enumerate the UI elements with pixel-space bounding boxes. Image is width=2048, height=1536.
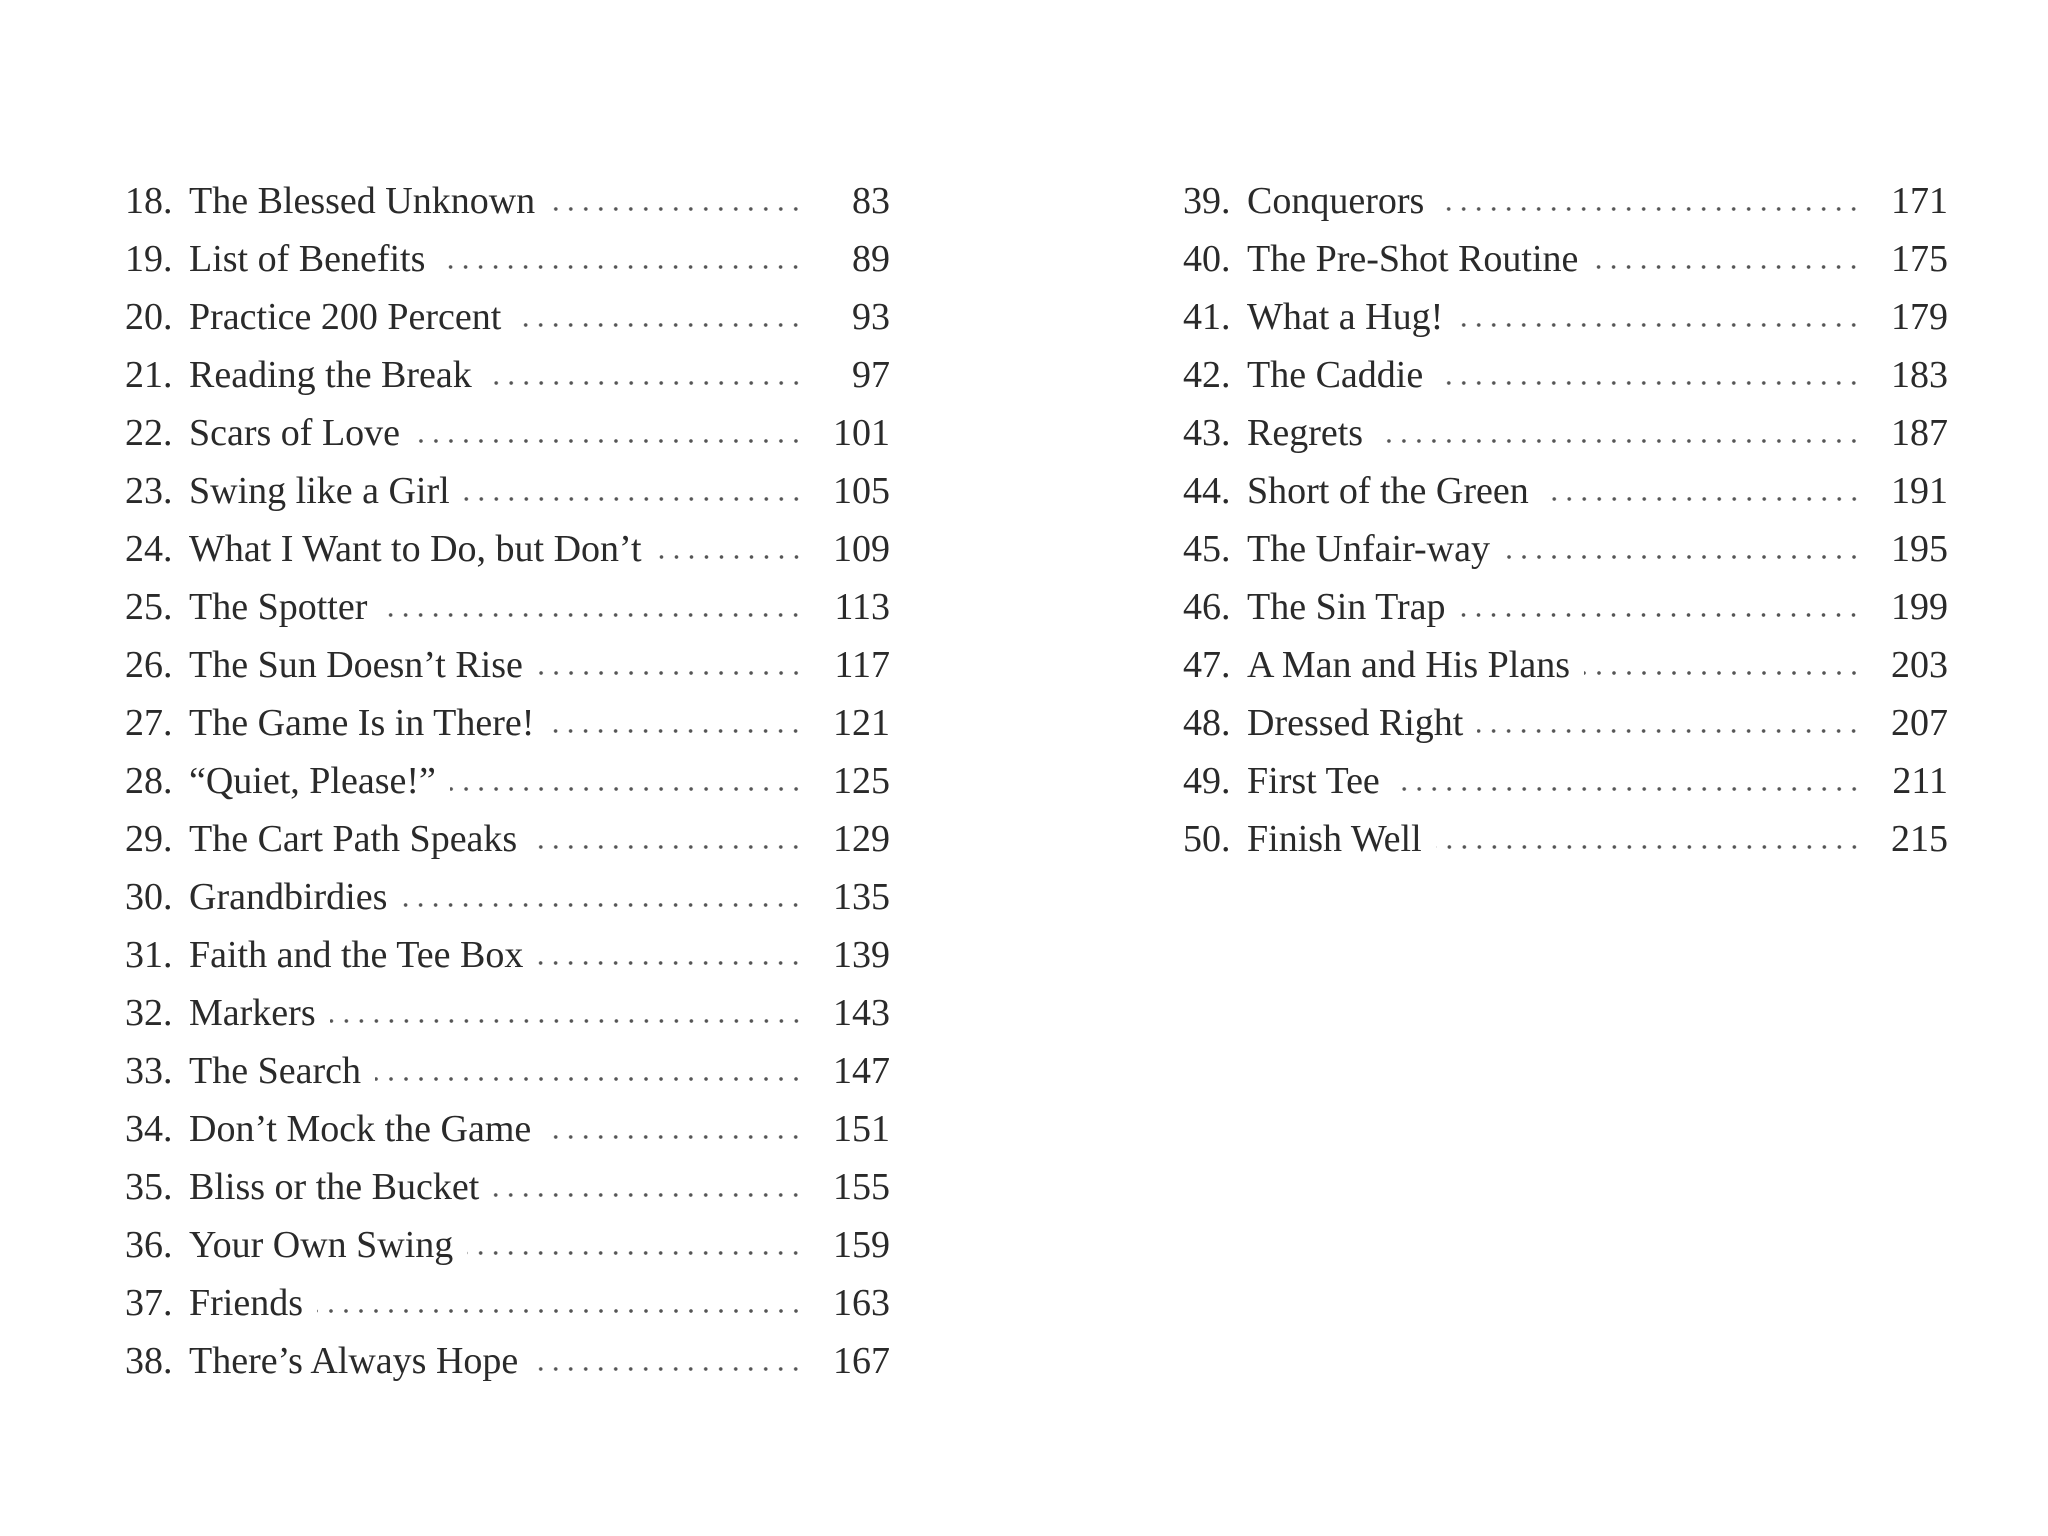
chapter-title: Scars of Love: [189, 412, 401, 454]
chapter-title: The Pre-Shot Routine: [1247, 238, 1579, 280]
page-number: 191: [1891, 470, 1948, 512]
toc-entry[interactable]: [125, 230, 890, 288]
toc-entry[interactable]: [125, 462, 890, 520]
toc-entry[interactable]: [125, 752, 890, 810]
dot-leader: [1436, 845, 1866, 849]
chapter-number: 32.: [125, 992, 173, 1034]
chapter-number: 47.: [1183, 644, 1231, 686]
page-number: 171: [1891, 180, 1948, 222]
page-number: 155: [833, 1166, 890, 1208]
page-number: 207: [1891, 702, 1948, 744]
toc-entry[interactable]: [1183, 694, 1948, 752]
chapter-number: 19.: [125, 238, 173, 280]
dot-leader: [375, 1077, 808, 1081]
toc-entry[interactable]: [125, 1216, 890, 1274]
chapter-number: 46.: [1183, 586, 1231, 628]
dot-leader: [515, 323, 808, 327]
dot-leader: [537, 671, 808, 675]
chapter-number: 37.: [125, 1282, 173, 1324]
page-number: 147: [833, 1050, 890, 1092]
chapter-title: Bliss or the Bucket: [189, 1166, 480, 1208]
dot-leader: [548, 729, 808, 733]
toc-entry[interactable]: [1183, 230, 1948, 288]
chapter-title: Dressed Right: [1247, 702, 1464, 744]
chapter-number: 50.: [1183, 818, 1231, 860]
chapter-number: 49.: [1183, 760, 1231, 802]
chapter-title: The Sun Doesn’t Rise: [189, 644, 523, 686]
chapter-number: 41.: [1183, 296, 1231, 338]
page-number: 151: [833, 1108, 890, 1150]
dot-leader: [1459, 613, 1866, 617]
chapter-title: The Unfair-way: [1247, 528, 1490, 570]
toc-entry[interactable]: [125, 636, 890, 694]
chapter-title: The Sin Trap: [1247, 586, 1446, 628]
toc-entry[interactable]: [1183, 752, 1948, 810]
page-number: 101: [833, 412, 890, 454]
chapter-number: 35.: [125, 1166, 173, 1208]
chapter-title: The Blessed Unknown: [189, 180, 536, 222]
chapter-number: 39.: [1183, 180, 1231, 222]
dot-leader: [1504, 555, 1866, 559]
chapter-title: The Game Is in There!: [189, 702, 535, 744]
chapter-title: The Spotter: [189, 586, 368, 628]
toc-entry[interactable]: [125, 404, 890, 462]
toc-entry[interactable]: [125, 694, 890, 752]
page-number: 135: [833, 876, 890, 918]
chapter-number: 31.: [125, 934, 173, 976]
toc-entry[interactable]: [1183, 172, 1948, 230]
dot-leader: [330, 1019, 808, 1023]
toc-entry[interactable]: [1183, 462, 1948, 520]
page-number: 199: [1891, 586, 1948, 628]
chapter-title: Friends: [189, 1282, 303, 1324]
chapter-number: 27.: [125, 702, 173, 744]
page-number: 93: [852, 296, 890, 338]
dot-leader: [1438, 207, 1866, 211]
toc-entry[interactable]: [125, 810, 890, 868]
toc-entry[interactable]: [1183, 288, 1948, 346]
chapter-number: 20.: [125, 296, 173, 338]
toc-entry[interactable]: [1183, 404, 1948, 462]
chapter-title: Regrets: [1247, 412, 1364, 454]
chapter-number: 43.: [1183, 412, 1231, 454]
chapter-number: 21.: [125, 354, 173, 396]
page-number: 143: [833, 992, 890, 1034]
page-number: 159: [833, 1224, 890, 1266]
chapter-number: 40.: [1183, 238, 1231, 280]
page-number: 175: [1891, 238, 1948, 280]
toc-entry[interactable]: [1183, 636, 1948, 694]
toc-column-right: [1183, 172, 1948, 868]
page-number: 139: [833, 934, 890, 976]
chapter-number: 22.: [125, 412, 173, 454]
chapter-number: 28.: [125, 760, 173, 802]
page-number: 129: [833, 818, 890, 860]
chapter-number: 36.: [125, 1224, 173, 1266]
page-number: 121: [833, 702, 890, 744]
chapter-title: Reading the Break: [189, 354, 472, 396]
chapter-title: Your Own Swing: [189, 1224, 454, 1266]
chapter-number: 42.: [1183, 354, 1231, 396]
toc-entry[interactable]: [1183, 346, 1948, 404]
page-number: 113: [834, 586, 890, 628]
chapter-title: What I Want to Do, but Don’t: [189, 528, 642, 570]
dot-leader: [1394, 787, 1866, 791]
chapter-number: 18.: [125, 180, 173, 222]
dot-leader: [537, 961, 808, 965]
toc-column-left: [125, 172, 890, 1390]
dot-leader: [1584, 671, 1866, 675]
dot-leader: [381, 613, 808, 617]
dot-leader: [450, 787, 808, 791]
page-number: 97: [852, 354, 890, 396]
chapter-title: There’s Always Hope: [189, 1340, 519, 1382]
page-number: 211: [1892, 760, 1948, 802]
chapter-number: 24.: [125, 528, 173, 570]
chapter-title: Practice 200 Percent: [189, 296, 502, 338]
dot-leader: [549, 207, 808, 211]
toc-entry[interactable]: [1183, 578, 1948, 636]
page-number: 83: [852, 180, 890, 222]
dot-leader: [1592, 265, 1866, 269]
chapter-title: The Caddie: [1247, 354, 1424, 396]
dot-leader: [532, 1367, 808, 1371]
chapter-number: 26.: [125, 644, 173, 686]
page-number: 117: [834, 644, 890, 686]
page-number: 105: [833, 470, 890, 512]
page-number: 183: [1891, 354, 1948, 396]
chapter-title: Finish Well: [1247, 818, 1422, 860]
chapter-title: First Tee: [1247, 760, 1380, 802]
dot-leader: [656, 555, 808, 559]
chapter-title: The Cart Path Speaks: [189, 818, 518, 860]
chapter-number: 48.: [1183, 702, 1231, 744]
toc-entry[interactable]: [125, 984, 890, 1042]
toc-entry[interactable]: [125, 1158, 890, 1216]
toc-entry[interactable]: [125, 346, 890, 404]
dot-leader: [493, 1193, 808, 1197]
toc-entry[interactable]: [1183, 810, 1948, 868]
dot-leader: [531, 845, 808, 849]
chapter-title: Markers: [189, 992, 316, 1034]
dot-leader: [317, 1309, 808, 1313]
page-number: 109: [833, 528, 890, 570]
chapter-title: List of Benefits: [189, 238, 426, 280]
dot-leader: [486, 381, 808, 385]
chapter-title: A Man and His Plans: [1247, 644, 1570, 686]
page-number: 179: [1891, 296, 1948, 338]
page-number: 187: [1891, 412, 1948, 454]
dot-leader: [1477, 729, 1866, 733]
chapter-number: 44.: [1183, 470, 1231, 512]
chapter-title: Grandbirdies: [189, 876, 388, 918]
dot-leader: [1437, 381, 1866, 385]
dot-leader: [401, 903, 808, 907]
chapter-title: What a Hug!: [1247, 296, 1444, 338]
toc-entry[interactable]: [125, 288, 890, 346]
page-number: 125: [833, 760, 890, 802]
dot-leader: [1377, 439, 1866, 443]
dot-leader: [1457, 323, 1866, 327]
toc-entry[interactable]: [1183, 520, 1948, 578]
dot-leader: [1543, 497, 1866, 501]
toc-entry[interactable]: [125, 1332, 890, 1390]
chapter-title: Faith and the Tee Box: [189, 934, 524, 976]
toc-entry[interactable]: [125, 868, 890, 926]
page-number: 163: [833, 1282, 890, 1324]
toc-entry[interactable]: [125, 520, 890, 578]
chapter-title: Don’t Mock the Game: [189, 1108, 532, 1150]
toc-entry[interactable]: [125, 926, 890, 984]
chapter-title: Conquerors: [1247, 180, 1425, 222]
chapter-title: Swing like a Girl: [189, 470, 450, 512]
toc-entry[interactable]: [125, 1042, 890, 1100]
page-number: 203: [1891, 644, 1948, 686]
dot-leader: [439, 265, 808, 269]
toc-entry[interactable]: [125, 1100, 890, 1158]
chapter-number: 25.: [125, 586, 173, 628]
page-number: 215: [1891, 818, 1948, 860]
toc-entry[interactable]: [125, 1274, 890, 1332]
chapter-number: 38.: [125, 1340, 173, 1382]
chapter-title: “Quiet, Please!”: [189, 760, 436, 802]
dot-leader: [467, 1251, 808, 1255]
chapter-title: The Search: [189, 1050, 361, 1092]
page-number: 89: [852, 238, 890, 280]
chapter-number: 45.: [1183, 528, 1231, 570]
chapter-number: 33.: [125, 1050, 173, 1092]
toc-entry[interactable]: [125, 172, 890, 230]
page-number: 195: [1891, 528, 1948, 570]
chapter-number: 34.: [125, 1108, 173, 1150]
chapter-number: 23.: [125, 470, 173, 512]
dot-leader: [464, 497, 808, 501]
chapter-number: 29.: [125, 818, 173, 860]
page-number: 167: [833, 1340, 890, 1382]
toc-entry[interactable]: [125, 578, 890, 636]
dot-leader: [414, 439, 808, 443]
chapter-title: Short of the Green: [1247, 470, 1529, 512]
dot-leader: [545, 1135, 808, 1139]
chapter-number: 30.: [125, 876, 173, 918]
